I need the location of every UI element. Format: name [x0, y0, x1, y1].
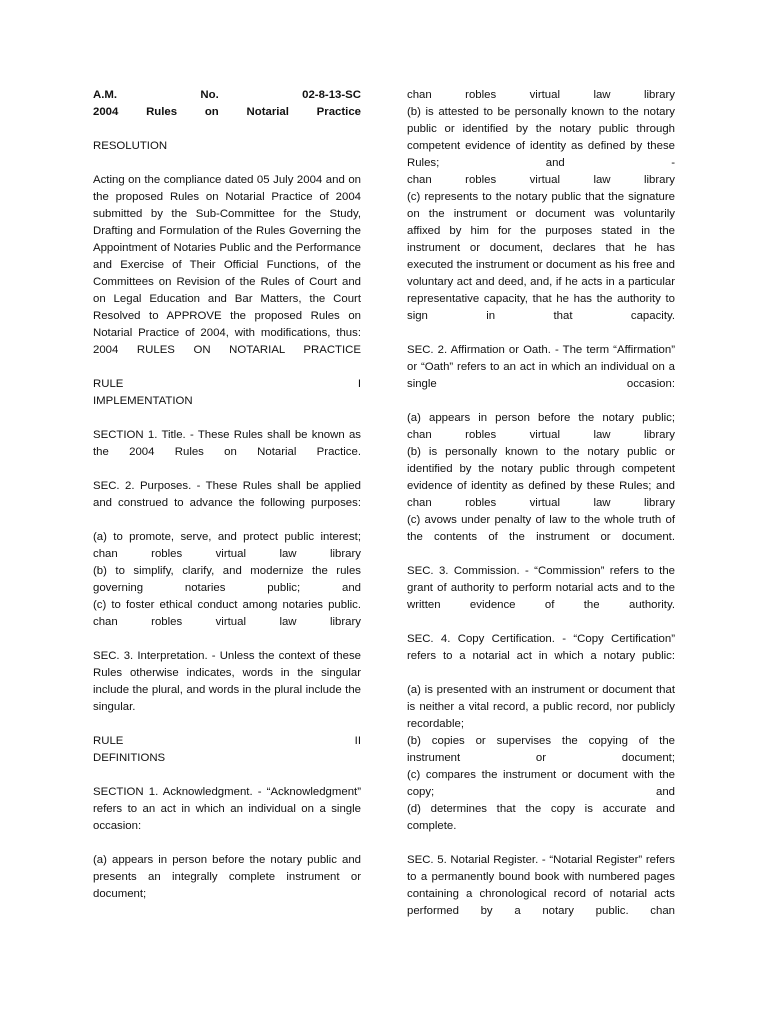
right-column: [407, 87, 675, 937]
text-line: chan robles virtual law library: [93, 616, 361, 628]
text-line: Acting on the compliance dated 05 July 2004 and on the proposed Rules on Notarial Practice of 2004 submitted by the Sub-Committee for the Study, Drafting and Formulation of the Rules Governing the Appointment of Notaries Public and the Performance and Exercise of Their Official Functions, of the Committees on Revision of the Rules of Court and on Legal Education and Bar Matters, the Court Resolved to APPROVE the proposed Rules on Notarial Practice of 2004, with modifications, thus:: [93, 174, 361, 339]
paragraph-sec1-title: [93, 427, 361, 461]
text-line: SEC. 2. Purposes. - These Rules shall be applied and construed to advance the following purposes:: [93, 480, 361, 509]
paragraph-sec5-register: [407, 852, 675, 920]
text-line: (a) is presented with an instrument or document that is neither a vital record, a public record, nor publicly recordable;: [407, 684, 675, 730]
paragraph-sec1-ack: [93, 784, 361, 835]
text-line: IMPLEMENTATION: [93, 395, 193, 407]
text-line: (c) to foster ethical conduct among notaries public.: [93, 599, 361, 611]
text-line: RULE II: [93, 735, 361, 747]
paragraph-sec2-affirmation: [407, 342, 675, 393]
text-line: chan robles virtual law library: [407, 174, 675, 186]
paragraph-affirmation-list: [407, 410, 675, 546]
text-line: 2004 Rules on Notarial Practice: [93, 106, 361, 118]
text-line: chan robles virtual law library: [407, 429, 675, 441]
paragraph-sec3-interpretation: [93, 648, 361, 716]
text-line: SEC. 5. Notarial Register. - “Notarial Register” refers to a permanently bound book with numbered pages containing a chronological record of notarial acts performed by a notary public. chan: [407, 854, 675, 917]
text-line: chan robles virtual law library: [407, 89, 675, 101]
paragraph-rule-i: [93, 376, 361, 410]
text-line: (b) is attested to be personally known to the notary public or identified by the notary public through competent evidence of identity as defined by these Rules; and -: [407, 106, 675, 169]
text-line: SEC. 4. Copy Certification. - “Copy Certification” refers to a notarial act in which a notary public:: [407, 633, 675, 662]
paragraph-am-header: [93, 87, 361, 121]
paragraph-ack-cont: [407, 87, 675, 325]
paragraph-sec3-commission: [407, 563, 675, 614]
text-line: (c) compares the instrument or document with the copy; and: [407, 769, 675, 798]
text-line: RULE I: [93, 378, 361, 390]
text-line: SECTION 1. Title. - These Rules shall be known as the 2004 Rules on Notarial Practice.: [93, 429, 361, 458]
text-line: (d) determines that the copy is accurate and complete.: [407, 803, 675, 832]
paragraph-rule-ii: [93, 733, 361, 767]
text-line: (c) avows under penalty of law to the whole truth of the contents of the instrument or document.: [407, 514, 675, 543]
text-line: (b) is personally known to the notary public or identified by the notary public through competent evidence of identity as defined by these Rules; and: [407, 446, 675, 492]
text-line: SEC. 3. Commission. - “Commission” refers to the grant of authority to perform notarial acts and to the written evidence of the authority.: [407, 565, 675, 611]
paragraph-sec4-copy: [407, 631, 675, 665]
text-line: (c) represents to the notary public that the signature on the instrument or document was voluntarily affixed by him for the purposes stated in the instrument or document, declares that he has executed the instrument or document as his free and voluntary act and deed, and, if he acts in a particular representative capacity, that he has the authority to sign in that capacity.: [407, 191, 675, 322]
text-line: (b) copies or supervises the copying of the instrument or document;: [407, 735, 675, 764]
paragraph-ack-a: [93, 852, 361, 903]
text-line: SEC. 2. Affirmation or Oath. - The term “Affirmation” or “Oath” refers to an act in which an individual on a single occasion:: [407, 344, 675, 390]
paragraph-sec2-purposes: [93, 478, 361, 512]
left-column: [93, 87, 361, 920]
text-line: chan robles virtual law library: [407, 497, 675, 509]
text-line: chan robles virtual law library: [93, 548, 361, 560]
text-line: 2004 RULES ON NOTARIAL PRACTICE: [93, 344, 361, 356]
text-line: SECTION 1. Acknowledgment. - “Acknowledgment” refers to an act in which an individual on a single occasion:: [93, 786, 361, 832]
text-line: (a) to promote, serve, and protect public interest;: [93, 531, 361, 543]
text-line: A.M. No. 02-8-13-SC: [93, 89, 361, 101]
text-line: SEC. 3. Interpretation. - Unless the context of these Rules otherwise indicates, words in the singular include the plural, and words in the plural include the singular.: [93, 650, 361, 713]
text-line: RESOLUTION: [93, 140, 168, 152]
paragraph-resolution: [93, 138, 361, 155]
paragraph-copy-list: [407, 682, 675, 835]
text-line: (a) appears in person before the notary public;: [407, 412, 675, 424]
text-line: DEFINITIONS: [93, 752, 166, 764]
text-line: (b) to simplify, clarify, and modernize the rules governing notaries public; and: [93, 565, 361, 594]
paragraph-acting: [93, 172, 361, 359]
text-line: (a) appears in person before the notary public and presents an integrally complete instrument or document;: [93, 854, 361, 900]
paragraph-purposes-list: [93, 529, 361, 631]
